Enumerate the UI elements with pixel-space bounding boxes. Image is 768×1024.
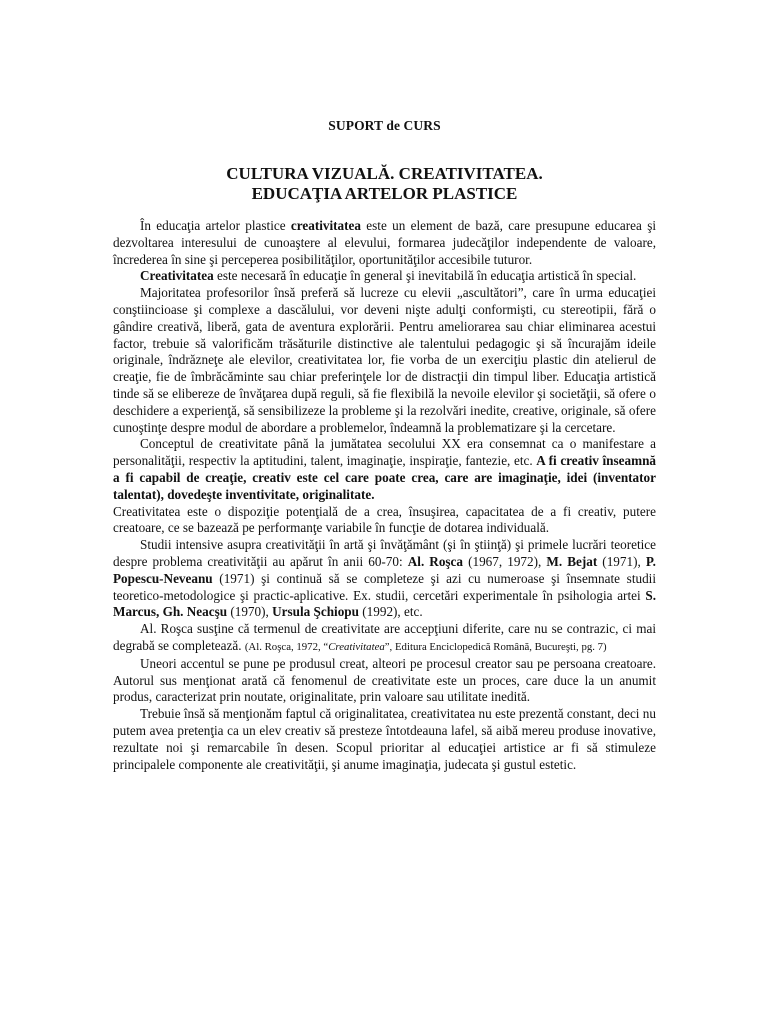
author-name: P. Popescu-Neveanu [113,553,656,586]
text-run: este un element de bază, care presupune educarea şi dezvoltarea interesului de cunoaştere al elevului, formarea judecăţilor independente de valoare, încrederea în sine şi perceperea posibilităţilor, oportunităţilor accesibile tuturor. [113,218,656,267]
citation-text: (Al. Roşca, 1972, “ [244,640,329,653]
text-run: (1971), [597,553,646,569]
text-run: (1967, 1972), [463,553,547,569]
title-line-1: CULTURA VIZUALĂ. CREATIVITATEA. [226,164,543,183]
text-run: În educaţia artelor plastice [140,218,291,233]
paragraph-1 [113,218,656,268]
text-run: (1992), etc. [358,604,423,620]
title-line-2: EDUCAŢIA ARTELOR PLASTICE [251,184,518,203]
paragraph-5: Creativitatea este o dispoziţie potenţială de a crea, însuşirea, capacitatea de a fi creativ, putere creatoare, ce se bazează pe performanţe variabile în funcţie de dotarea individuală. [113,503,656,536]
document-title [113,164,656,204]
author-name: M. Bejat [546,553,598,569]
bold-term: creativitatea [290,218,361,233]
paragraph-7 [113,621,656,656]
citation-book-title: Creativitatea [328,640,385,653]
text-run: Studii intensive asupra creativităţii în artă şi învăţământ (şi în ştiinţă) şi primele lucrări teoretice despre problema creativităţii au apărut în anii 60-70: [113,537,656,569]
paragraph-2 [113,268,656,285]
bold-term: Creativitatea [140,268,214,284]
document-body [113,218,656,773]
citation [245,641,607,653]
paragraph-3: Majoritatea profesorilor însă preferă să lucreze cu elevii „ascultători”, care în urma educaţiei conştiincioase şi complexe a dascălului, vor deveni nişte adulţi conformişti, cu stereotipii, fără o gândire creativă, liberă, gata de aventura explorării. Pentru ameliorarea sau chiar eliminarea acestui factor, trebuie să valorificăm trăsăturile distinctive ale talentului pedagogic şi să încurajăm ideile originale, îndrăzneţe ale elevilor, creativitatea lor, fie vorba de un exerciţiu plastic din atelierul de creaţie, fie de îmbrăcăminte sau chiar preferinţele lor de distracţii din timpul liber. Educaţia artistică tinde să se elibereze de învăţarea după reguli, să fie flexibilă la nevoile elevilor şi societăţii, să ofere o deschidere a experienţă, să sensibilizeze la probleme şi la rezolvări inedite, creative, originale, să ofere cunoştinţe despre modul de abordare a problemelor, îndeamnă la problematizare şi la cercetare. [113,285,656,435]
author-name: Al. Roşca [407,553,464,569]
author-name: S. Marcus, Gh. Neacşu [113,587,656,620]
paragraph-6 [113,537,656,621]
citation-text: ”, Editura Enciclopedică Română, Bucureşti, pg. 7) [384,640,607,653]
author-name: Ursula Şchiopu [272,604,359,620]
text-run: Conceptul de creativitate până la jumătatea secolului XX era consemnat ca o manifestare a personalităţii, respectiv la aptitudini, talent, imaginaţie, inspiraţie, fantezie, etc. [113,436,656,469]
paragraph-9: Trebuie însă să menţionăm faptul că originalitatea, creativitatea nu este prezentă constant, deci nu putem avea pretenţia ca un elev creativ să presteze întotdeauna lafel, să aibă mereu produse inovative, rezultate noi şi remarcabile în desen. Scopul prioritar al educaţiei artistice ar fi să stimuleze principalele componente ale creativităţii, şi anume imaginaţia, judecata şi gustul estetic. [113,706,656,772]
bold-definition: A fi creativ înseamnă a fi capabil de creaţie, creativ este cel care poate crea, care are imaginaţie, idei (inventator talentat), dovedeşte inventivitate, originalitate. [113,453,656,502]
course-label: SUPORT de CURS [328,118,441,133]
paragraph-4 [113,436,656,503]
text-run: (1971) şi continuă să se completeze şi azi cu numeroase şi însemnate studii teoretico-metodologice şi practic-aplicative. Ex. studii, cercetări experimentale în psihologia artei [113,570,656,603]
paragraph-8: Uneori accentul se pune pe produsul creat, alteori pe procesul creator sau pe persoana creatoare. Autorul sus menţionat arată că fenomenul de creativitate este un proces, care duce la un anumit produs, caracterizat prin noutate, originalitate, prin valoare sau utilitate inedită. [113,655,656,705]
text-run: Al. Roşca susţine că termenul de creativitate are accepţiuni diferite, care nu se contrazic, ci mai degrabă se completează. [113,621,656,653]
text-run: (1970), [227,604,273,620]
text-run: este necesară în educaţie în general şi inevitabilă în educaţia artistică în special. [213,268,637,284]
